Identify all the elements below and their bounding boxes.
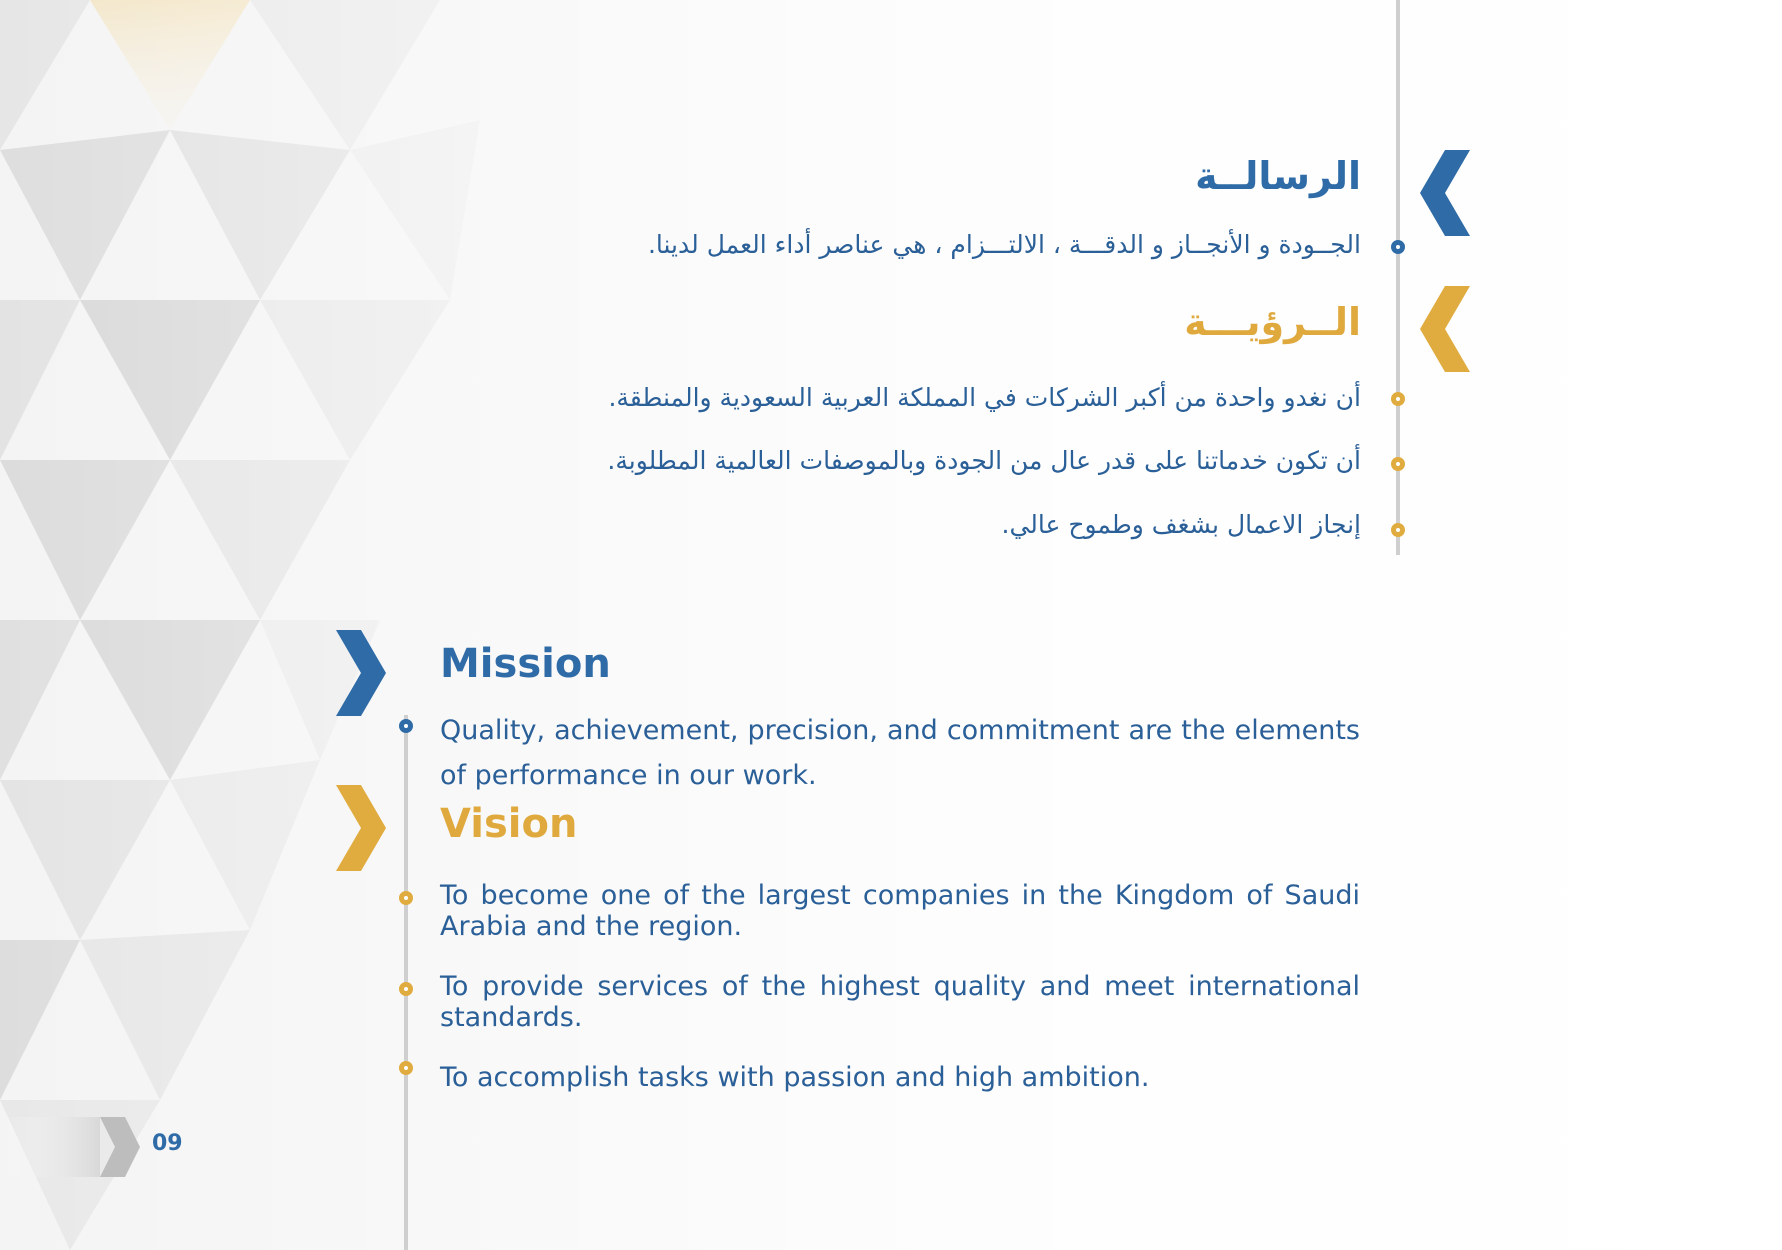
arabic-mission-chevron-icon (1420, 150, 1470, 236)
english-vision-chevron-icon (336, 785, 386, 871)
arabic-vision-bullet-icon (1391, 392, 1405, 406)
english-vision-title: Vision (440, 801, 578, 847)
arabic-mission-bullet-icon (1391, 240, 1405, 254)
english-vision-item: To provide services of the highest quality and meet international standards. (440, 971, 1360, 1034)
english-vision-bullet-icon (399, 891, 413, 905)
english-mission-title: Mission (440, 641, 611, 687)
english-vision-item: To become one of the largest companies in the Kingdom of Saudi Arabia and the region. (440, 880, 1360, 943)
arabic-mission-text: الجــودة و الأنجــاز و الدقـــة ، الالتـــزام ، هي عناصر أداء العمل لدينا. (647, 230, 1361, 259)
right-timeline-line (1396, 0, 1400, 555)
arabic-vision-item: أن نغدو واحدة من أكبر الشركات في المملكة العربية السعودية والمنطقة. (608, 383, 1361, 412)
arabic-vision-title: الــرؤيـــة (1184, 300, 1361, 344)
arabic-vision-item: إنجاز الاعمال بشغف وطموح عالي. (1001, 510, 1361, 539)
arabic-vision-bullet-icon (1391, 523, 1405, 537)
arabic-vision-item: أن تكون خدماتنا على قدر عال من الجودة وبالموصفات العالمية المطلوبة. (607, 446, 1361, 475)
english-vision-bullet-icon (399, 1061, 413, 1075)
english-mission-chevron-icon (336, 630, 386, 716)
arabic-mission-title: الرسالــة (1195, 154, 1361, 198)
page-number: 09 (152, 1131, 183, 1156)
english-mission-bullet-icon (399, 719, 413, 733)
arabic-vision-chevron-icon (1420, 286, 1470, 372)
english-vision-bullet-icon (399, 982, 413, 996)
english-mission-text: Quality, achievement, precision, and commitment are the elements of performance in our work. (440, 715, 1360, 791)
page-number-arrow-icon (0, 1117, 140, 1177)
arabic-vision-bullet-icon (1391, 457, 1405, 471)
english-vision-item: To accomplish tasks with passion and high ambition. (440, 1062, 1150, 1093)
